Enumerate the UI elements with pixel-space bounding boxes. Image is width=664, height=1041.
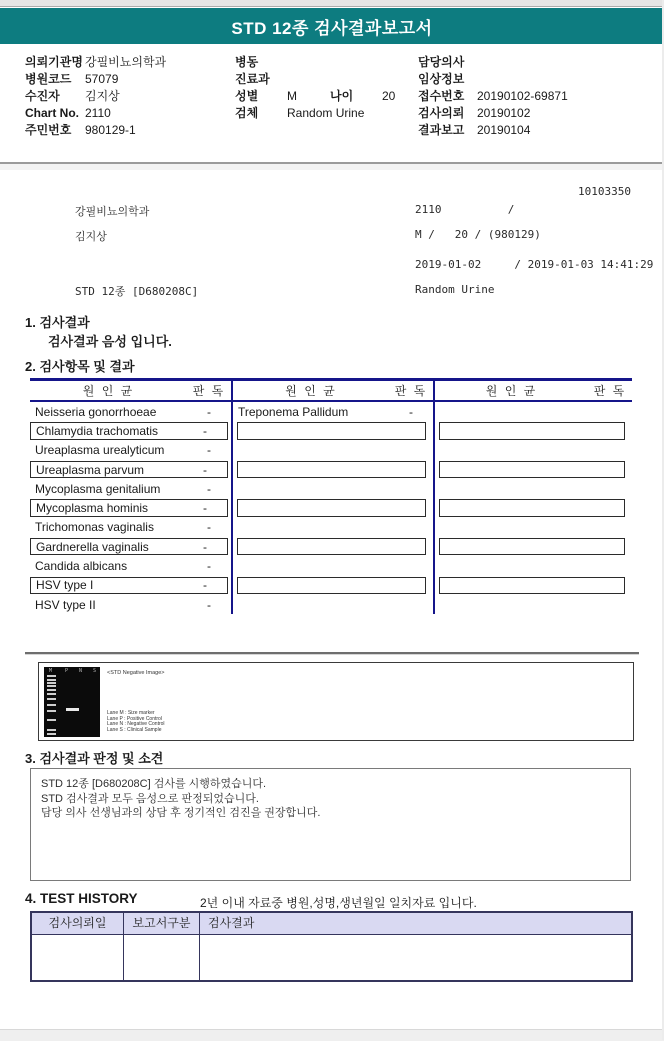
result-value: - (207, 404, 211, 419)
gel-legend-line: Lane M : Size marker (107, 710, 155, 716)
report-serial-number: 10103350 (578, 185, 631, 198)
sample-band (66, 708, 79, 711)
test-row (30, 441, 231, 460)
field-label: 접수번호 (418, 89, 465, 103)
ladder-band (47, 693, 56, 695)
result-value: - (207, 520, 211, 535)
test-row (30, 595, 231, 614)
ladder-band (47, 689, 56, 691)
test-row (233, 556, 433, 575)
test-row (30, 499, 228, 516)
comment-line: 담당 의사 선생님과의 상담 후 정기적인 검진을 권장합니다. (41, 807, 321, 819)
field-label: 검사의뢰 (418, 106, 465, 120)
field-label: Chart No. (25, 106, 79, 120)
table-column-group-3 (435, 402, 632, 614)
test-row (237, 577, 426, 594)
form-column-right (418, 54, 653, 139)
test-row (30, 402, 231, 421)
test-row (439, 577, 625, 594)
lane-label: M (49, 668, 53, 674)
form-row (235, 88, 415, 105)
field-label: 진료과 (235, 72, 270, 86)
preview-left-text: STD 12종 [D680208C] (75, 285, 199, 298)
form-row (25, 122, 233, 139)
test-row (237, 422, 426, 439)
organism-name: Ureaplasma urealyticum (35, 443, 165, 458)
history-header-cell: 검사결과 (208, 916, 255, 930)
section1-result-text: 검사결과 음성 입니다. (48, 334, 172, 349)
form-row (418, 54, 653, 71)
test-row (435, 518, 632, 537)
result-value: - (207, 559, 211, 574)
table-header-group-3 (435, 381, 632, 400)
field-label: 담당의사 (418, 55, 465, 69)
result-value: - (203, 539, 207, 554)
report-title-bar (0, 8, 664, 44)
history-body-cell (200, 935, 631, 981)
test-row (435, 402, 632, 421)
test-row (237, 461, 426, 478)
window-top-strip (0, 0, 664, 7)
form-column-middle (235, 54, 415, 122)
result-value: - (203, 501, 207, 516)
test-row (30, 538, 228, 555)
preview-right-text: Random Urine (415, 283, 495, 296)
field-value: 20190102 (477, 106, 531, 120)
field-label: 병원코드 (25, 72, 72, 86)
report-preview-header (0, 170, 664, 312)
section2-heading: 2. 검사항목 및 결과 (25, 359, 135, 374)
double-rule-divider (25, 652, 639, 655)
history-header-cell: 검사의뢰일 (32, 913, 124, 934)
organism-name: Chlamydia trachomatis (36, 423, 159, 438)
history-body-cell (32, 935, 124, 981)
test-row (237, 538, 426, 555)
field-value: 20 (382, 89, 396, 103)
lane-label: P (65, 668, 69, 674)
field-label: 임상정보 (418, 72, 465, 86)
test-row (233, 518, 433, 537)
history-header-cell: 보고서구분 (124, 913, 200, 934)
form-row (235, 54, 415, 71)
gel-electrophoresis-image (44, 667, 100, 737)
gel-legend-line: Lane N : Negative Control (107, 721, 165, 727)
table-header-row (30, 378, 632, 402)
field-value: Random Urine (287, 106, 365, 120)
test-row (439, 461, 625, 478)
result-value: - (203, 578, 207, 593)
organism-column-header: 원 인 균 (485, 384, 538, 398)
patient-info-section (0, 54, 664, 160)
organism-name: Mycoplasma genitalium (35, 481, 161, 496)
organism-name: HSV type I (36, 578, 94, 593)
field-label: 병동 (235, 55, 259, 69)
ladder-band (47, 733, 56, 735)
result-column-header: 판 독 (192, 384, 226, 398)
organism-name: Candida albicans (35, 559, 128, 574)
organism-name: Ureaplasma parvum (36, 462, 145, 477)
table-body (30, 402, 632, 614)
gel-image-panel (38, 662, 634, 741)
preview-right-text: M / 20 / (980129) (415, 228, 541, 241)
result-value: - (207, 443, 211, 458)
test-history-table (30, 911, 633, 982)
section4-heading: 4. TEST HISTORY (25, 891, 138, 906)
table-column-group-1 (30, 402, 231, 614)
field-label: 의뢰기관명 (25, 55, 83, 69)
ladder-band (47, 679, 56, 681)
test-row (435, 595, 632, 614)
form-row (25, 71, 233, 88)
result-value: - (409, 404, 413, 419)
lane-label: S (93, 668, 97, 674)
result-value: - (207, 481, 211, 496)
test-row (435, 441, 632, 460)
ladder-band (47, 704, 56, 706)
organism-name: Gardnerella vaginalis (36, 539, 149, 554)
test-row (435, 556, 632, 575)
preview-left-text: 강필비뇨의학과 (75, 205, 150, 218)
field-label: 나이 (330, 89, 354, 103)
result-value: - (203, 462, 207, 477)
history-body-cell (124, 935, 200, 981)
result-column-header: 판 독 (394, 384, 428, 398)
gel-legend (107, 711, 165, 733)
field-value: 2110 (85, 106, 111, 120)
test-row (30, 556, 231, 575)
field-value: 20190102-69871 (477, 89, 568, 103)
comment-line: STD 12종 [D680208C] 검사를 시행하였습니다. (41, 778, 267, 790)
field-value: M (287, 89, 297, 103)
result-value: - (203, 423, 207, 438)
field-label: 주민번호 (25, 123, 72, 137)
history-note: 2년 이내 자료중 병원,성명,생년월일 일치자료 입니다. (200, 896, 477, 910)
organism-name: Neisseria gonorrhoeae (35, 404, 157, 419)
section1-heading: 1. 검사결과 (25, 315, 90, 330)
table-header-group-2 (233, 381, 433, 400)
organism-column-header: 원 인 균 (285, 384, 337, 398)
gel-legend-line: Lane P : Positive Control (107, 715, 162, 722)
ladder-band (47, 682, 56, 684)
comment-box (30, 768, 631, 881)
ladder-band (47, 710, 56, 712)
form-row (25, 105, 233, 122)
ladder-band (47, 719, 56, 721)
window-bottom-strip (0, 1029, 664, 1041)
history-header-row (32, 913, 631, 935)
test-row (233, 595, 433, 614)
field-value: 20190104 (477, 123, 531, 137)
history-body-row (32, 935, 631, 981)
organism-name: Treponema Pallidum (238, 404, 349, 419)
test-row (30, 479, 231, 498)
report-title: STD 12종 검사결과보고서 (231, 18, 433, 38)
gel-caption: <STD Negative Image> (107, 670, 165, 676)
test-items-table (30, 378, 632, 614)
field-value: 980129-1 (85, 123, 136, 137)
organism-name: HSV type II (35, 597, 96, 612)
form-row (235, 105, 415, 122)
gel-legend-line: Lane S : Clinical Sample (107, 726, 162, 733)
result-column-header: 판 독 (593, 384, 627, 398)
test-row (30, 461, 228, 478)
test-row (233, 402, 433, 421)
table-header-group-1 (30, 381, 231, 400)
result-value: - (207, 597, 211, 612)
organism-name: Trichomonas vaginalis (35, 520, 154, 535)
field-value: 강필비뇨의학과 (85, 55, 167, 69)
test-row (439, 422, 625, 439)
test-row (30, 518, 231, 537)
test-row (30, 422, 228, 439)
organism-column-header: 원 인 균 (82, 384, 135, 398)
test-row (30, 577, 228, 594)
test-row (439, 538, 625, 555)
form-row (418, 105, 653, 122)
ladder-band (47, 698, 56, 700)
form-row (235, 71, 415, 88)
field-label: 성별 (235, 89, 259, 103)
test-row (233, 479, 433, 498)
form-row (25, 54, 233, 71)
test-row (435, 479, 632, 498)
preview-left-text: 김지상 (75, 230, 107, 243)
form-row (418, 122, 653, 139)
form-row (25, 88, 233, 105)
ladder-band (47, 685, 56, 687)
field-label: 수진자 (25, 89, 60, 103)
comment-line: STD 검사결과 모두 음성으로 판정되었습니다. (41, 792, 259, 805)
form-row (418, 88, 653, 105)
ladder-band (47, 675, 56, 677)
field-value: 김지상 (85, 89, 120, 103)
test-row (439, 499, 625, 516)
lane-label: N (79, 668, 83, 674)
field-value: 57079 (85, 72, 119, 86)
test-row (233, 441, 433, 460)
form-row (418, 71, 653, 88)
form-column-left (25, 54, 233, 139)
test-row (237, 499, 426, 516)
field-label: 결과보고 (418, 123, 465, 137)
preview-right-text: 2019-01-02 / 2019-01-03 14:41:29 (415, 258, 654, 271)
field-label: 검체 (235, 106, 259, 120)
ladder-band (47, 729, 56, 731)
section3-heading: 3. 검사결과 판정 및 소견 (25, 751, 164, 766)
preview-right-text: 2110 / (415, 203, 515, 216)
organism-name: Mycoplasma hominis (36, 501, 149, 516)
table-column-group-2 (233, 402, 433, 614)
